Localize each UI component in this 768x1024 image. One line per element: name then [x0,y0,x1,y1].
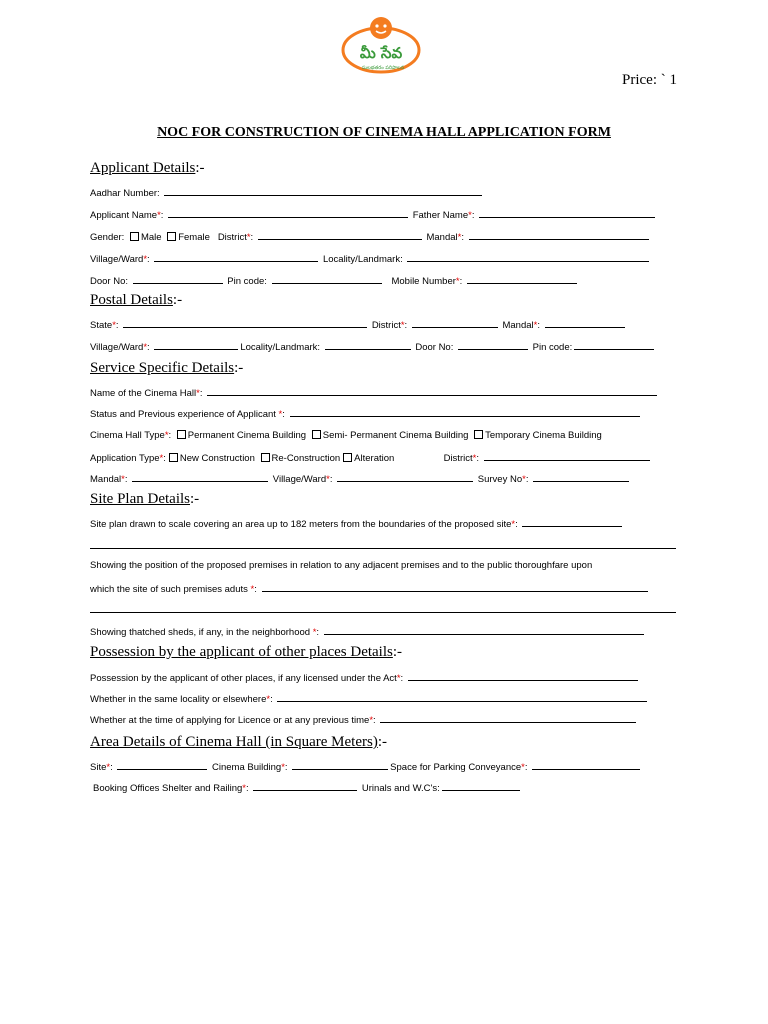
postal-pincode-field[interactable] [574,341,654,350]
aadhar-field[interactable] [164,187,482,196]
mobile-field[interactable] [467,275,577,284]
locality-field[interactable] [407,253,649,262]
required-mark: * [281,762,285,773]
parking-label: Space for Parking Conveyance [390,762,522,773]
required-mark: * [121,474,125,485]
cinema-building-label: Cinema Building [212,762,282,773]
mandal-label: Mandal [426,232,458,243]
site-field[interactable] [117,761,207,770]
re-construction-label: Re-Construction [271,453,341,464]
required-mark: * [164,430,169,441]
mobile-label: Mobile Number [391,276,456,287]
colon-mark: : [245,783,249,794]
urinals-field[interactable] [442,782,520,791]
required-mark: * [472,453,477,464]
required-mark: * [250,584,255,595]
row-applicant-name [90,209,680,221]
colon-mark: : [270,694,273,705]
required-mark: * [396,673,401,684]
row-status [90,408,680,420]
colon-mark: : [250,232,254,243]
required-mark: * [159,453,164,464]
postal-mandal-field[interactable] [545,319,625,328]
alteration-checkbox[interactable] [343,453,352,462]
applicant-name-label: Applicant Name [90,210,158,221]
female-checkbox[interactable] [167,232,176,241]
postal-district-label: District [371,320,401,331]
required-mark: * [521,762,525,773]
colon-mark: : [373,715,376,726]
cinema-building-field[interactable] [292,761,388,770]
service-village-label: Village/Ward [272,474,327,485]
other-places-label: Possession by the applicant of other places, if any licensed under the Act [90,673,397,684]
locality-label: Locality/Landmark: [322,254,403,265]
required-mark: * [106,762,111,773]
colon-mark: : [316,627,320,638]
new-construction-checkbox[interactable] [169,453,178,462]
row-site-adjacent [90,583,680,595]
site-label: Site [90,762,107,773]
row-service-mandal [90,473,680,485]
section-applicant-details [90,160,205,177]
row-site-plan-scale [90,518,680,530]
urinals-label: Urinals and W.C's [361,783,438,794]
father-name-field[interactable] [479,209,655,218]
row-booking [93,782,683,794]
section-site-plan [90,491,199,508]
colon-mark: : [254,584,257,595]
site-adjacent-label: which the site of such premises aduts [90,584,248,595]
colon-mark: : [525,474,529,485]
re-construction-checkbox[interactable] [261,453,270,462]
price-label: Price: ` 1 [622,72,677,88]
pincode-field[interactable] [272,275,382,284]
postal-village-label: Village/Ward [90,342,144,353]
colon-mark: : [459,276,463,287]
required-mark: * [196,388,200,399]
form-title: NOC FOR CONSTRUCTION OF CINEMA HALL APPLICATION FORM [157,125,611,140]
required-mark: * [533,320,538,331]
row-application-type [90,452,680,464]
service-district-field[interactable] [484,452,650,461]
section-heading-text: Service Specific Details [90,360,235,376]
permanent-checkbox[interactable] [177,430,186,439]
row-time-applying [90,714,680,726]
colon-mark: : [329,474,333,485]
postal-door-label: Door No: [415,342,454,353]
colon-mark: : [168,430,172,441]
section-heading-text: :- [392,644,403,660]
postal-district-field[interactable] [412,319,498,328]
required-mark: * [511,519,516,530]
state-label: State [90,320,113,331]
colon-mark: : [437,783,440,794]
section-service-details [90,360,243,377]
postal-pincode-label: Pin code: [532,342,573,353]
survey-field[interactable] [533,473,629,482]
hall-type-label: Cinema Hall Type [90,430,165,441]
section-heading-text: Area Details of Cinema Hall (in Square Meters) [90,734,378,750]
new-construction-label: New Construction [179,453,255,464]
colon-mark: : [110,762,113,773]
same-locality-field[interactable] [277,693,647,702]
booking-field[interactable] [253,782,357,791]
postal-door-field[interactable] [458,341,528,350]
required-mark: * [312,627,317,638]
required-mark: * [326,474,330,485]
colon-mark: : [284,762,288,773]
male-checkbox[interactable] [130,232,139,241]
colon-mark: : [124,474,128,485]
gender-label: Gender: [90,232,125,243]
postal-mandal-label: Mandal [502,320,534,331]
row-hall-type [90,430,680,441]
section-heading-text: :- [195,160,205,176]
colon-mark: : [404,320,408,331]
father-name-label: Father Name [412,210,469,221]
aadhar-label: Aadhar Number: [90,188,160,199]
service-mandal-field[interactable] [132,473,268,482]
thatched-field[interactable] [324,626,644,635]
pincode-label: Pin code: [227,276,267,287]
logo-text: మీ సేవ [359,44,403,62]
mandal-field[interactable] [469,231,649,240]
door-label: Door No: [90,276,129,287]
row-postal-village [90,341,680,353]
postal-village-field[interactable] [154,341,238,350]
state-field[interactable] [123,319,367,328]
colon-mark: : [524,762,528,773]
same-locality-label: Whether in the same locality or elsewhere [90,694,267,705]
section-heading-text: Possession by the applicant of other places Details [90,644,393,660]
colon-mark: : [199,388,203,399]
site-plan-label: Site plan drawn to scale covering an area up to 182 meters from the boundaries of the proposed site [90,519,512,530]
colon-mark: : [160,210,164,221]
parking-field[interactable] [532,761,640,770]
colon-mark: : [400,673,404,684]
section-heading-text: Applicant Details [90,160,196,176]
required-mark: * [112,320,116,331]
district-field[interactable] [258,231,422,240]
section-heading-text: :- [190,491,200,507]
colon-mark: : [515,519,518,530]
service-village-field[interactable] [337,473,473,482]
booking-label: Booking Offices Shelter and Railing [93,783,243,794]
time-applying-label: Whether at the time of applying for Licence or at any previous time [90,715,370,726]
colon-mark: : [476,453,479,464]
status-field[interactable] [290,408,640,417]
semi-permanent-checkbox[interactable] [312,430,321,439]
row-state [90,319,680,331]
row-aadhar [90,187,680,199]
row-area-site [90,761,680,773]
village-label: Village/Ward [90,254,144,265]
required-mark: * [143,342,148,353]
colon-mark: : [147,254,150,265]
row-gender [90,231,680,243]
row-thatched [90,626,680,638]
district-label: District [217,232,247,243]
postal-locality-label: Locality/Landmark: [240,342,321,353]
time-applying-field[interactable] [380,714,636,723]
row-same-locality [90,693,680,705]
section-heading-text: :- [234,360,244,376]
row-cinema-name [90,387,680,399]
door-field[interactable] [133,275,223,284]
row-other-places [90,672,680,684]
cinema-name-field[interactable] [207,387,657,396]
status-label: Status and Previous experience of Applicant [90,409,276,420]
section-heading-text: :- [172,292,183,308]
section-postal-details [90,292,182,309]
temporary-checkbox[interactable] [474,430,483,439]
semi-permanent-label: Semi- Permanent Cinema Building [322,430,469,441]
survey-label: Survey No [477,474,523,485]
colon-mark: : [115,320,119,331]
alteration-label: Alteration [354,453,395,464]
thatched-label: Showing thatched sheds, if any, in the neighborhood [90,627,311,638]
other-places-field[interactable] [408,672,638,681]
required-mark: * [278,409,283,420]
required-mark: * [468,210,472,221]
row-position-premises [90,560,680,571]
site-plan-field[interactable] [522,518,622,527]
required-mark: * [266,694,271,705]
meeseva-logo [340,14,422,78]
colon-mark: : [471,210,475,221]
application-type-label: Application Type [90,453,160,464]
logo-subtext: సులభతరం పరిపాలన [361,65,405,71]
row-village [90,253,680,265]
required-mark: * [455,276,460,287]
permanent-label: Permanent Cinema Building [187,430,307,441]
female-label: Female [178,232,210,243]
required-mark: * [369,715,374,726]
site-adjacent-field-line-2[interactable] [90,612,676,613]
section-heading-text: :- [377,734,387,750]
colon-mark: : [147,342,150,353]
required-mark: * [242,783,246,794]
village-field[interactable] [154,253,318,262]
required-mark: * [400,320,405,331]
colon-mark: : [163,453,166,464]
service-mandal-label: Mandal [90,474,122,485]
section-heading-text: Site Plan Details [90,491,190,507]
site-adjacent-field[interactable] [262,583,648,592]
required-mark: * [457,232,462,243]
required-mark: * [157,210,161,221]
postal-locality-field[interactable] [325,341,411,350]
required-mark: * [143,254,148,265]
section-area-details [90,734,387,751]
service-district-label: District [443,453,473,464]
site-plan-field-line-2[interactable] [90,548,676,549]
position-premises-label: Showing the position of the proposed premises in relation to any adjacent premises and to the public thoroughfare upon [90,560,593,571]
colon-mark: : [461,232,464,243]
required-mark: * [246,232,251,243]
applicant-name-field[interactable] [168,209,408,218]
cinema-name-label: Name of the Cinema Hall [90,388,197,399]
section-possession [90,644,402,661]
required-mark: * [522,474,526,485]
colon-mark: : [282,409,285,420]
section-heading-text: Postal Details [90,292,173,308]
temporary-label: Temporary Cinema Building [485,430,602,441]
male-label: Male [140,232,162,243]
colon-mark: : [537,320,540,331]
row-door [90,275,680,287]
